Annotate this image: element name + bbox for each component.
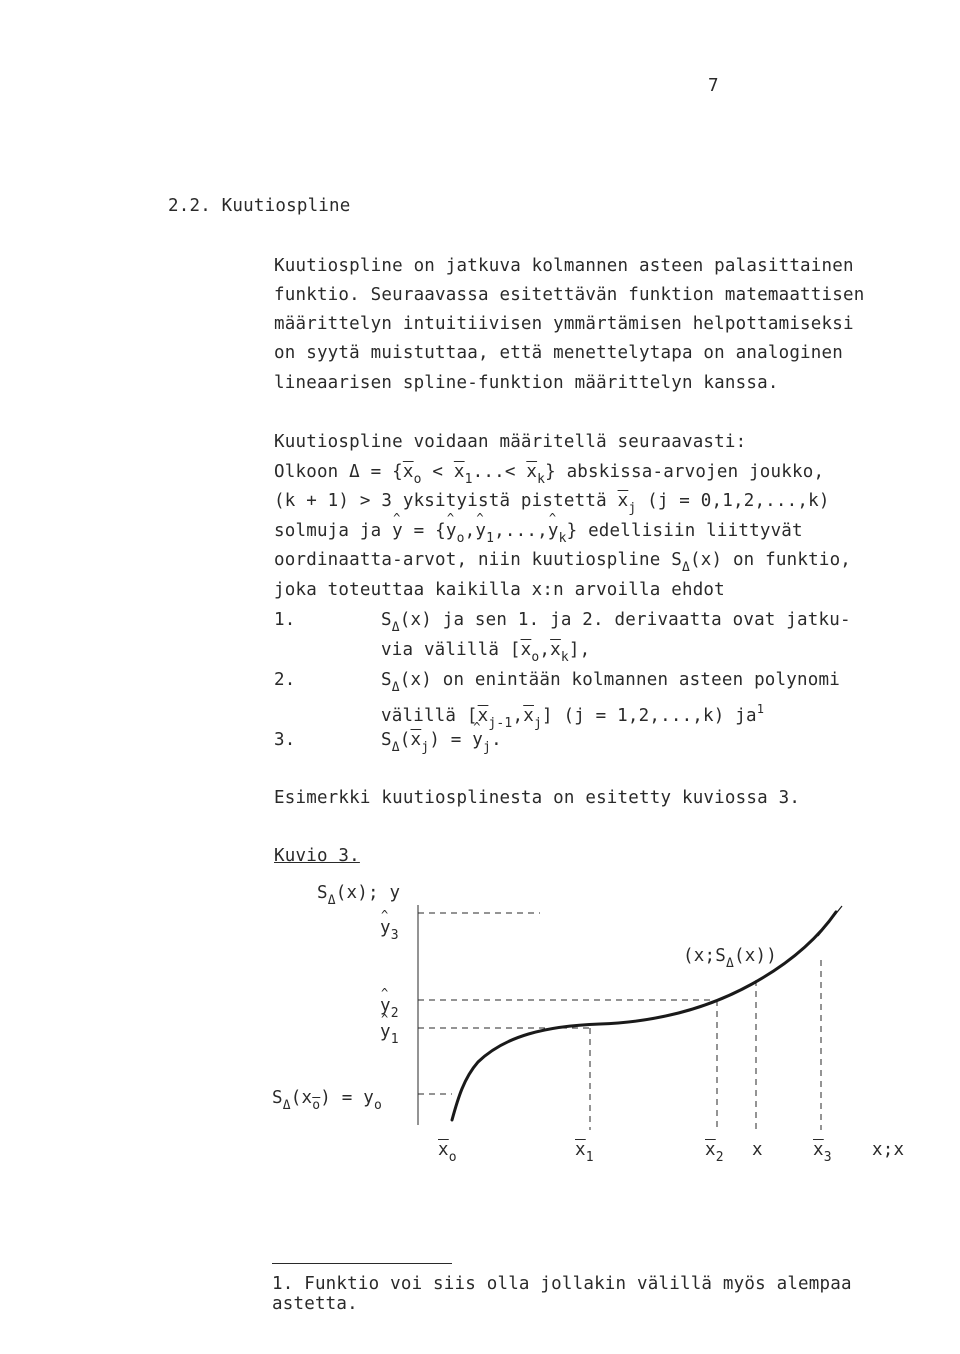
- condition-3-formula: $S_\Delta(\overline{x}_j)$ = ^ $y_j$.: [381, 730, 502, 758]
- definition-line-2: Olkoon $\Delta = \{\overline{x}_o < \overline{x}_1...< \overline{x}_k\}$ abskissa-arvojen joukko,: [274, 462, 825, 487]
- intro-line-1: Kuutiospline on jatkuva kolmannen asteen palasittainen: [274, 256, 854, 276]
- x2-label: $\overline{x}_2$: [705, 1140, 724, 1165]
- origin-label: $S_\Delta(x_{\overline{o}}) = y_o$: [272, 1088, 383, 1113]
- condition-number-1: 1.: [274, 610, 296, 630]
- intro-line-3: määrittelyn intuitiivisen ymmärtämisen helpottamiseksi: [274, 314, 854, 334]
- intro-line-2: funktio. Seuraavassa esitettävän funktion matemaattisen: [274, 285, 865, 305]
- footnote-line-2: astetta.: [272, 1294, 358, 1314]
- curve-end-stroke: [818, 906, 842, 936]
- x3-label: $\overline{x}_3$: [813, 1140, 832, 1165]
- y2-label: ^ $y_2$: [380, 996, 399, 1024]
- x-label: x: [752, 1140, 763, 1160]
- definition-line-6: joka toteuttaa kaikilla x:n arvoilla ehdot: [274, 580, 725, 600]
- condition-1-line-2: via välillä $[\overline{x}_o,\overline{x}_k]$,: [381, 640, 591, 665]
- condition-2-line-2: välillä $[\overline{x}_{j-1},\overline{x}_j] (j = 1,2,...,k)$ $ja^1$: [381, 702, 765, 731]
- intro-line-5: lineaarisen spline-funktion määrittelyn kanssa.: [274, 373, 779, 393]
- section-title: 2.2. Kuutiospline: [168, 196, 351, 216]
- definition-line-4: solmuja ja ^ y = {^ $y_o,\^{}$ $y_1,...,\^{}$ $y_k$} edellisiin liittyvät: [274, 521, 803, 549]
- spline-curve: [452, 912, 836, 1120]
- definition-line-1: Kuutiospline voidaan määritellä seuraavasti:: [274, 432, 747, 452]
- condition-number-3: 3.: [274, 730, 296, 750]
- x0-label: $\overline{x}_o$: [438, 1140, 457, 1165]
- condition-1-line-1: $S_\Delta(x)$ ja sen 1. ja 2. derivaatta ovat jatku-: [381, 610, 851, 635]
- footnote-rule: [272, 1263, 452, 1264]
- intro-line-4: on syytä muistuttaa, että menettelytapa on analoginen: [274, 343, 844, 363]
- curve-label: $(x;S_\Delta(x))$: [683, 946, 777, 971]
- footnote-line-1: 1. Funktio voi siis olla jollakin välillä myös alempaa: [272, 1274, 852, 1294]
- y-axis-label: $S_\Delta(x)$; y: [317, 883, 401, 908]
- y3-label: ^ $y_3$: [380, 918, 399, 946]
- definition-line-3: (k + 1) > 3 yksityistä pistettä $\overline{x}_j$ (j = 0,1,2,...,k): [274, 491, 830, 516]
- definition-line-5: oordinaatta-arvot, niin kuutiospline $S_\Delta(x)$ on funktio,: [274, 550, 852, 575]
- figure-caption: Kuvio 3.: [274, 846, 360, 866]
- x-axis-label: x;x: [872, 1140, 905, 1160]
- page-number: 7: [708, 76, 719, 96]
- example-text: Esimerkki kuutiosplinesta on esitetty kuviossa 3.: [274, 788, 801, 808]
- condition-2-line-1: $S_\Delta(x)$ on enintään kolmannen asteen polynomi: [381, 670, 840, 695]
- y1-label: ^ $y_1$: [380, 1022, 399, 1050]
- x1-label: $\overline{x}_1$: [575, 1140, 594, 1165]
- condition-number-2: 2.: [274, 670, 296, 690]
